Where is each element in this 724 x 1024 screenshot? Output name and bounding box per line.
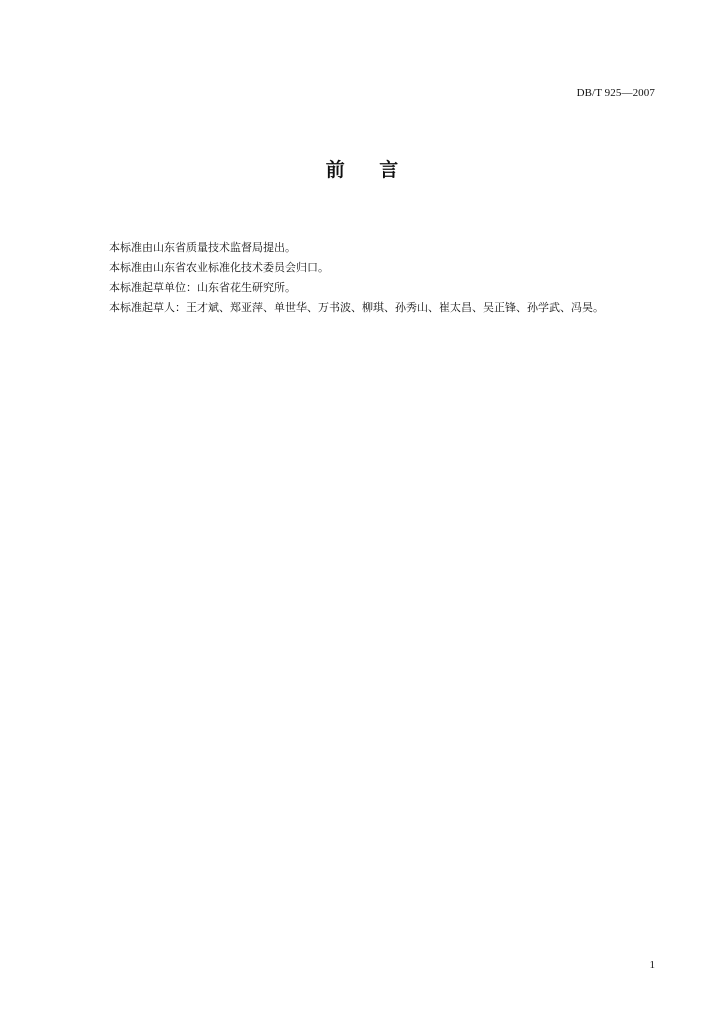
document-code: DB/T 925—2007 <box>576 87 655 99</box>
paragraph-drafters: 本标准起草人：王才斌、郑亚萍、单世华、万书波、柳琪、孙秀山、崔太昌、吴正锋、孙学武、冯昊。 <box>109 301 604 314</box>
paragraph-centralized-unit: 本标准由山东省农业标准化技术委员会归口。 <box>109 261 329 274</box>
foreword-body <box>85 238 657 318</box>
paragraph-drafting-unit: 本标准起草单位：山东省花生研究所。 <box>109 281 296 294</box>
page-title: 前 言 <box>325 159 399 181</box>
page-number: 1 <box>649 959 655 971</box>
paragraph-proposer: 本标准由山东省质量技术监督局提出。 <box>109 241 296 254</box>
